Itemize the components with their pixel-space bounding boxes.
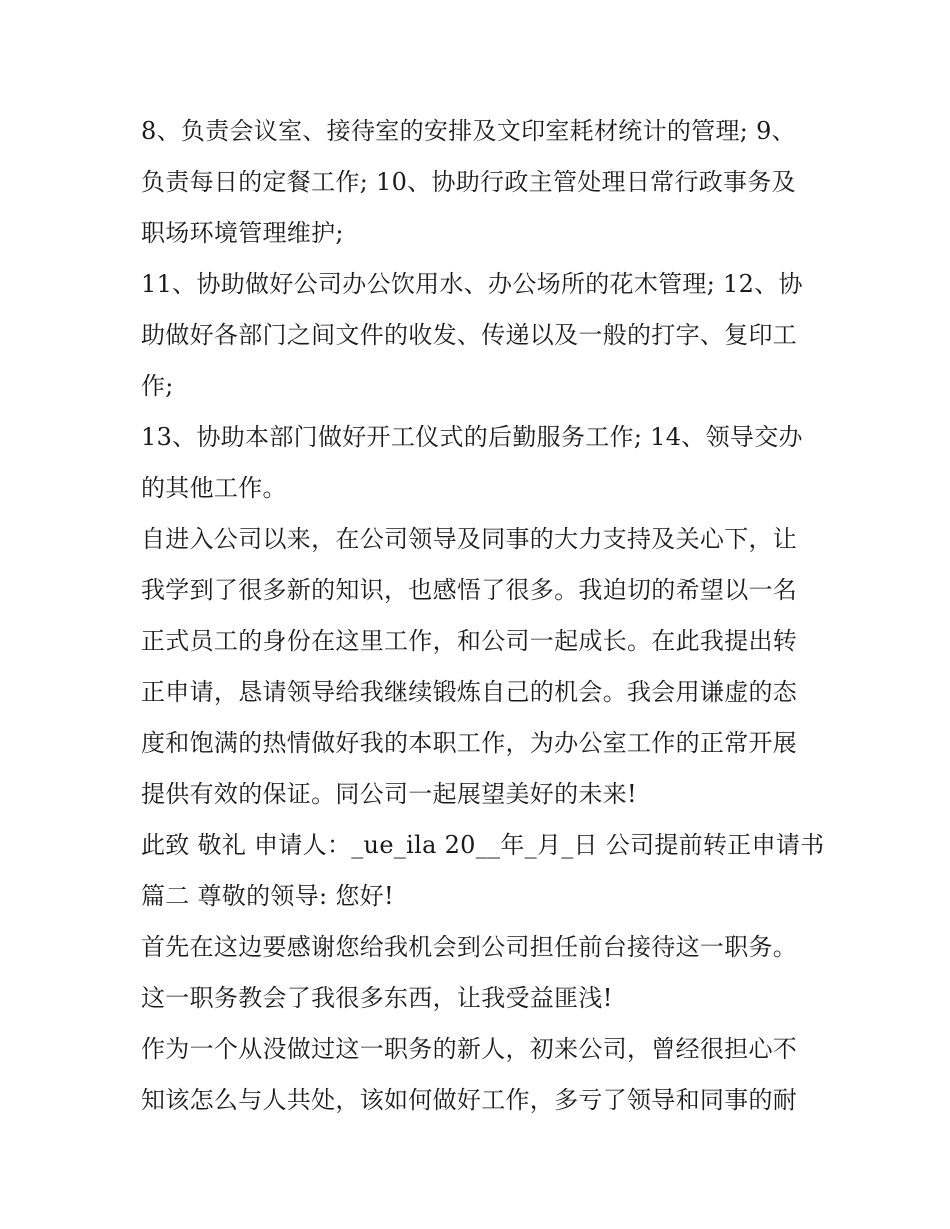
text-line: 我学到了很多新的知识，也感悟了很多。我迫切的希望以一名 — [141, 576, 798, 604]
text-line: 提供有效的保证。同公司一起展望美好的未来! — [141, 780, 637, 808]
text-line: 助做好各部门之间文件的收发、传递以及一般的打字、复印工 — [141, 321, 798, 349]
text-line: 首先在这边要感谢您给我机会到公司担任前台接待这一职务。 — [141, 933, 798, 961]
document-body — [141, 106, 825, 1126]
text-line: 8、负责会议室、接待室的安排及文印室耗材统计的管理; 9、 — [141, 117, 796, 145]
text-line: 的其他工作。 — [141, 474, 287, 502]
text-line: 度和饱满的热情做好我的本职工作，为办公室工作的正常开展 — [141, 729, 798, 757]
text-line: 篇二 尊敬的领导: 您好! — [141, 882, 394, 910]
text-line: 职场环境管理维护; — [141, 219, 344, 247]
text-line: 知该怎么与人共处，该如何做好工作，多亏了领导和同事的耐 — [141, 1086, 798, 1114]
text-line: 正式员工的身份在这里工作，和公司一起成长。在此我提出转 — [141, 627, 798, 655]
text-line: 自进入公司以来，在公司领导及同事的大力支持及关心下，让 — [141, 525, 798, 553]
text-line: 这一职务教会了我很多东西，让我受益匪浅! — [141, 984, 613, 1012]
text-line: 11、协助做好公司办公饮用水、办公场所的花木管理; 12、协 — [141, 270, 803, 298]
text-line: 作; — [141, 372, 174, 400]
text-line: 此致 敬礼 申请人：_ue_ila 20__年_月_日 公司提前转正申请书 — [141, 831, 825, 859]
text-line: 负责每日的定餐工作; 10、协助行政主管处理日常行政事务及 — [141, 168, 796, 196]
text-line: 作为一个从没做过这一职务的新人，初来公司，曾经很担心不 — [141, 1035, 798, 1063]
text-line: 正申请，恳请领导给我继续锻炼自己的机会。我会用谦虚的态 — [141, 678, 798, 706]
text-line: 13、协助本部门做好开工仪式的后勤服务工作; 14、领导交办 — [141, 423, 803, 451]
